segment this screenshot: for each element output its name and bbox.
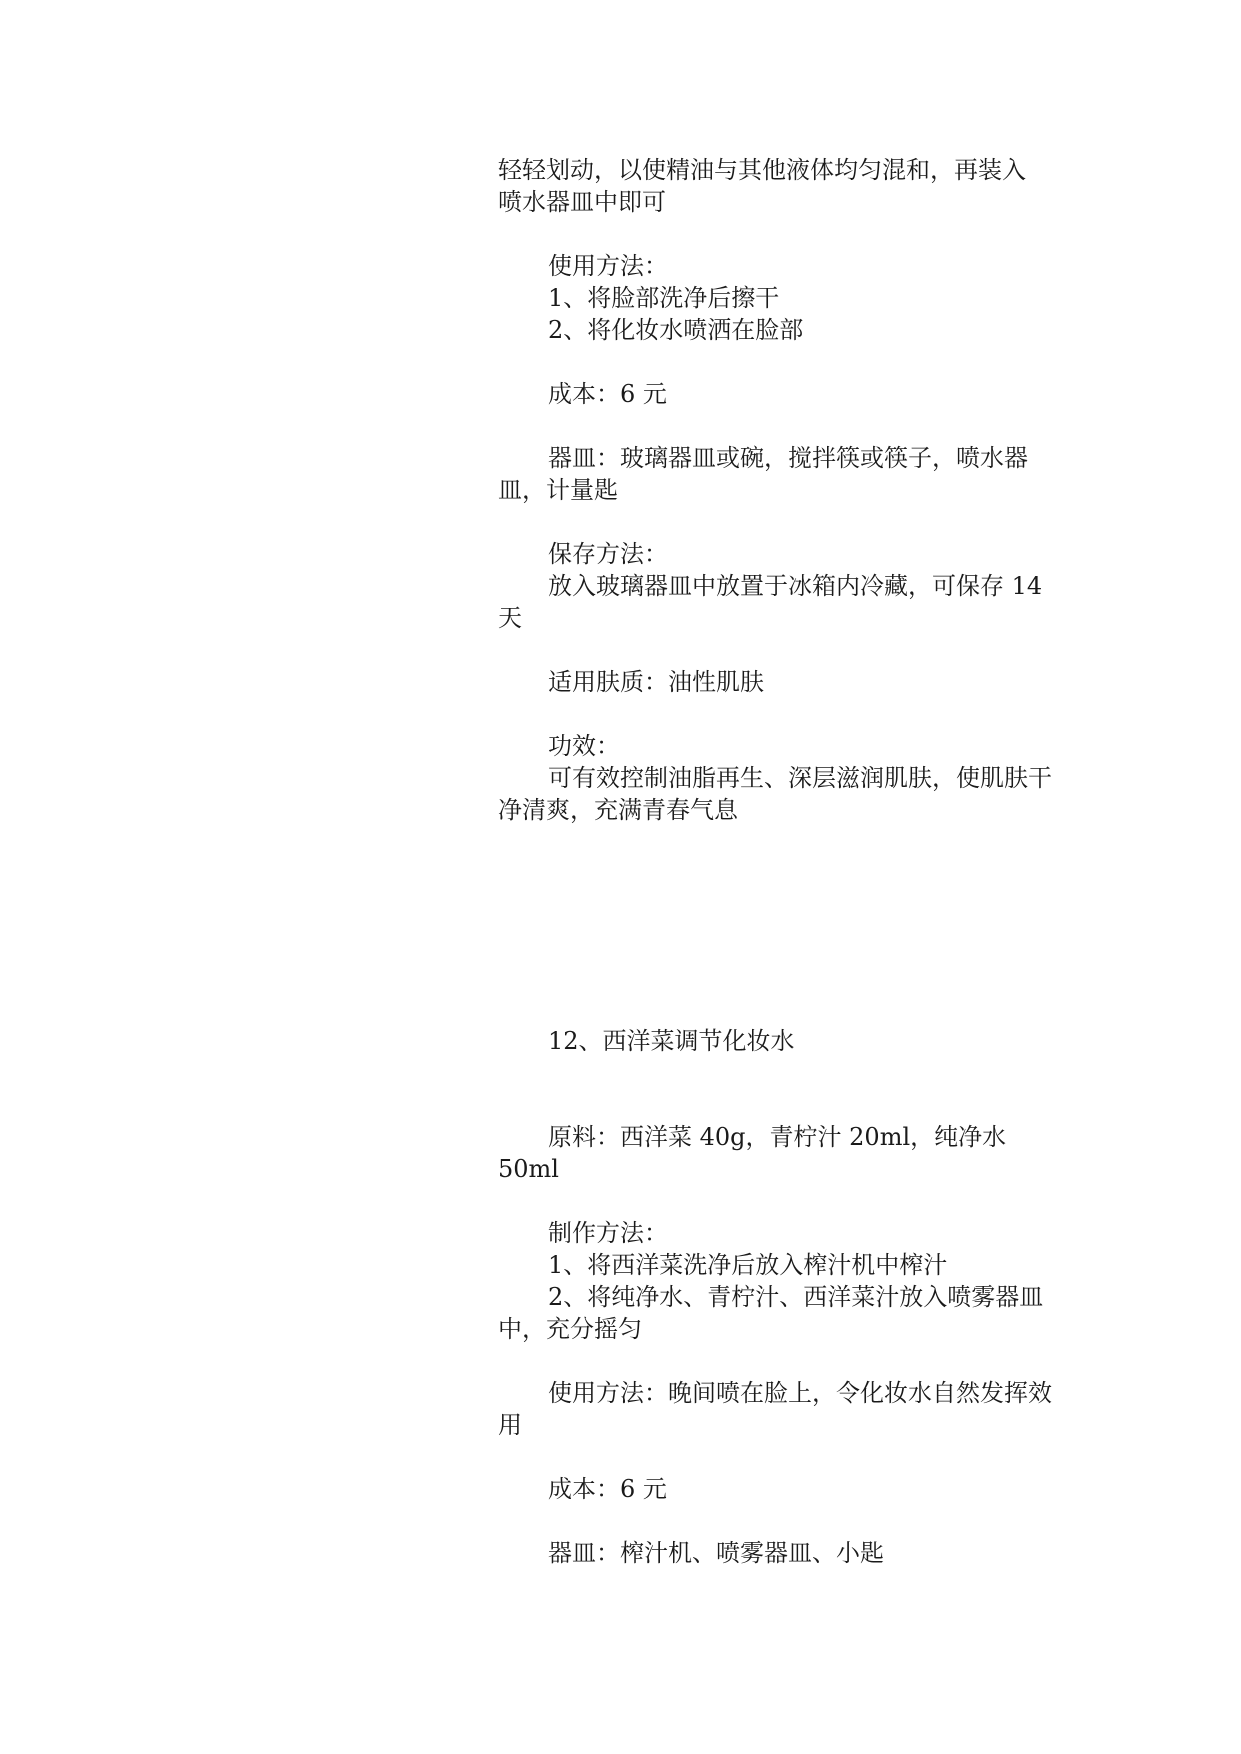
- usage: 使用方法：晚间喷在脸上，令化妆水自然发挥效用: [498, 1379, 1052, 1439]
- intro-line-2: 喷水器皿中即可: [498, 188, 666, 216]
- cost: 成本：6 元: [548, 1475, 667, 1503]
- method-step-2: 2、将纯净水、青柠汁、西洋菜汁放入喷雾器皿中，充分摇匀: [498, 1283, 1044, 1343]
- recipe-12: [498, 1025, 1058, 1569]
- utensils: 器皿：榨汁机、喷雾器皿、小匙: [548, 1539, 884, 1567]
- recipe-11-continued: [498, 154, 1058, 826]
- method-step-1: 1、将西洋菜洗净后放入榨汁机中榨汁: [548, 1251, 948, 1279]
- usage-step-1: 1、将脸部洗净后擦干: [548, 284, 780, 312]
- utensils: 器皿：玻璃器皿或碗，搅拌筷或筷子，喷水器皿，计量匙: [498, 444, 1028, 504]
- intro-line-1: 轻轻划动，以使精油与其他液体均匀混和，再装入: [498, 156, 1026, 184]
- usage-heading: 使用方法：: [548, 252, 668, 280]
- storage-heading: 保存方法：: [548, 540, 668, 568]
- effect-heading: 功效：: [548, 732, 620, 760]
- recipe-title: 12、西洋菜调节化妆水: [548, 1027, 795, 1055]
- effect-text: 可有效控制油脂再生、深层滋润肌肤，使肌肤干净清爽，充满青春气息: [498, 764, 1052, 824]
- cost: 成本：6 元: [548, 380, 667, 408]
- skin-type: 适用肤质：油性肌肤: [548, 668, 764, 696]
- usage-step-2: 2、将化妆水喷洒在脸部: [548, 316, 804, 344]
- ingredients: 原料：西洋菜 40g，青柠汁 20ml，纯净水 50ml: [498, 1123, 1007, 1183]
- storage-text: 放入玻璃器皿中放置于冰箱内冷藏，可保存 14 天: [498, 572, 1043, 632]
- method-heading: 制作方法：: [548, 1219, 668, 1247]
